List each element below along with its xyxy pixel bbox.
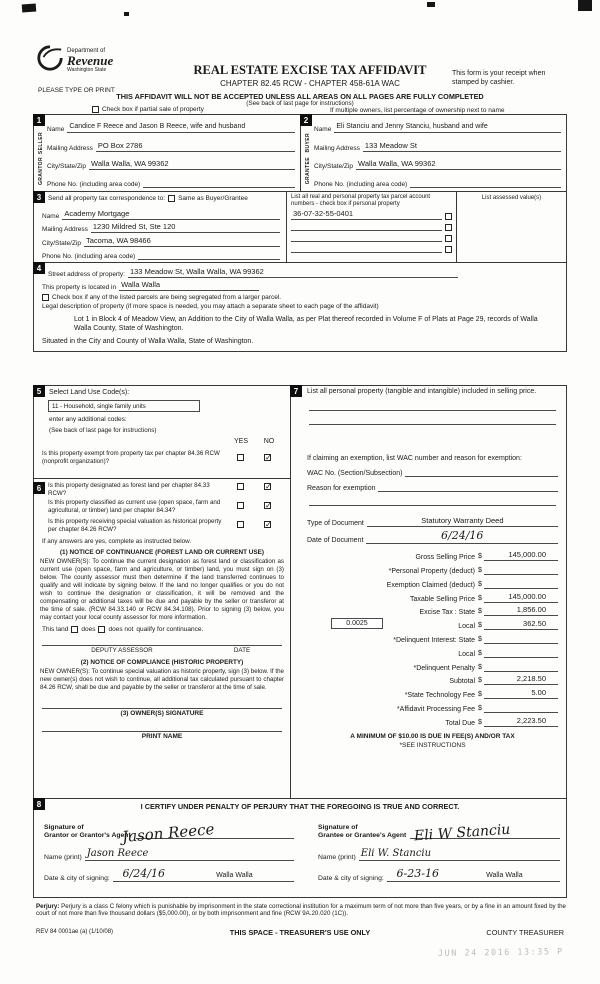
exempt-yes-checkbox[interactable] bbox=[237, 454, 244, 461]
section-number-6: 6 bbox=[33, 482, 45, 494]
doc-type-label: Type of Document bbox=[307, 519, 364, 527]
money-row-delinq-interest-state bbox=[307, 630, 558, 644]
corr-phone-label: Phone No. (including area code) bbox=[42, 253, 136, 260]
dollar-sign: $ bbox=[478, 594, 482, 602]
section-number-5: 5 bbox=[33, 385, 45, 397]
grantor-city-value[interactable]: Walla Walla bbox=[175, 871, 294, 882]
land-use-section bbox=[34, 386, 290, 479]
section-number-4: 4 bbox=[33, 262, 45, 274]
money-label: Total Due bbox=[445, 719, 475, 727]
parcel-number-4[interactable] bbox=[291, 251, 442, 253]
seller-name-value[interactable]: Candice F Reece and Jason B Reece, wife and husband bbox=[67, 122, 295, 133]
revenue-logo bbox=[36, 44, 113, 77]
corr-name-value[interactable]: Academy Mortgage bbox=[62, 209, 280, 220]
yes-column-header: YES bbox=[233, 438, 248, 445]
wac-label: WAC No. (Section/Subsection) bbox=[307, 469, 403, 477]
reason-label: Reason for exemption bbox=[307, 484, 376, 492]
dollar-sign: $ bbox=[478, 567, 482, 575]
parcel-personal-checkbox-4[interactable] bbox=[445, 246, 452, 253]
state-technology-fee-value[interactable]: 5.00 bbox=[484, 688, 558, 699]
corr-csz-label: City/State/Zip bbox=[42, 239, 82, 247]
grantor-date-value[interactable]: 6/24/16 bbox=[113, 868, 175, 882]
assessed-value-column bbox=[456, 192, 566, 262]
seller-buyer-box bbox=[33, 114, 567, 192]
perjury-text: Perjury is a class C felony which is punishable by imprisonment in the state correctional institution for a maximum term of not more than five years, or by a fine in an amount fixed by the court of not more than five thousand dollars ($5,000.00), or by both imprisonment and fine (RCW 9A.20.020 (1C)). bbox=[36, 903, 566, 918]
money-label: *Personal Property (deduct) bbox=[388, 568, 475, 576]
historic-no-checkbox[interactable]: ✓ bbox=[265, 520, 272, 530]
section-number-3: 3 bbox=[33, 191, 45, 203]
parcel-rows bbox=[287, 208, 456, 253]
money-table bbox=[307, 548, 558, 727]
money-row-excise-state bbox=[307, 603, 558, 617]
dollar-sign: $ bbox=[478, 718, 482, 726]
seller-fields bbox=[47, 116, 295, 189]
owners-signature-block bbox=[42, 708, 282, 717]
gross-selling-price-value[interactable]: 145,000.00 bbox=[484, 550, 558, 561]
money-label: *Delinquent Penalty bbox=[413, 664, 475, 672]
notice-continuance-title: (1) NOTICE OF CONTINUANCE (FOREST LAND OR CURRENT USE) bbox=[59, 549, 265, 557]
see-instructions-note: *SEE INSTRUCTIONS bbox=[399, 741, 466, 749]
logo-state-text: Washington State bbox=[67, 67, 107, 73]
dollar-sign: $ bbox=[478, 553, 482, 561]
partial-sale-row bbox=[92, 106, 204, 113]
grantor-name-print-value[interactable]: Jason Reece bbox=[85, 848, 294, 861]
send-correspondence-row bbox=[48, 195, 248, 202]
receipt-note: This form is your receipt when stamped by cashier. bbox=[452, 70, 546, 86]
perjury-label: Perjury: bbox=[36, 903, 60, 910]
same-as-buyer-checkbox[interactable] bbox=[168, 195, 175, 202]
form-chapter: CHAPTER 82.45 RCW - CHAPTER 458-61A WAC bbox=[220, 79, 400, 88]
seller-phone-value[interactable] bbox=[143, 186, 295, 188]
form-title: REAL ESTATE EXCISE TAX AFFIDAVIT bbox=[193, 63, 427, 77]
does-not-label: does not bbox=[108, 626, 134, 634]
seller-section bbox=[34, 115, 301, 191]
section-number-1: 1 bbox=[33, 114, 45, 126]
seller-word: SELLER bbox=[37, 131, 44, 154]
treasurer-space-label: THIS SPACE - TREASURER'S USE ONLY bbox=[229, 928, 371, 937]
buyer-section bbox=[301, 115, 566, 191]
money-label: Local bbox=[458, 650, 475, 658]
signature-of-label: Signature of bbox=[44, 824, 84, 831]
correspondence-fields bbox=[42, 206, 280, 260]
this-land-label: This land bbox=[42, 626, 69, 634]
revenue-swoosh-icon bbox=[36, 44, 64, 77]
forest-no-checkbox[interactable]: ✓ bbox=[265, 482, 272, 491]
notice-compliance-title: (2) NOTICE OF COMPLIANCE (HISTORIC PROPERTY) bbox=[80, 659, 244, 667]
buyer-name-label: Name bbox=[314, 126, 332, 134]
multiple-owners-note: If multiple owners, list percentage of ownership next to name bbox=[330, 107, 505, 114]
parcel-personal-checkbox-3[interactable] bbox=[445, 235, 452, 242]
subtotal-value[interactable]: 2,218.50 bbox=[484, 674, 558, 685]
money-label: *State Technology Fee bbox=[404, 692, 475, 700]
tax-computation-column bbox=[291, 386, 566, 798]
grantor-signature-value[interactable]: Jason Reece bbox=[121, 820, 216, 846]
money-label: Exemption Claimed (deduct) bbox=[386, 581, 475, 589]
money-row-tech-fee bbox=[307, 685, 558, 699]
historic-question-text: Is this property receiving special valuation as historical property per chapter 84.26 RCW? bbox=[48, 518, 222, 533]
deputy-date-label: DATE bbox=[233, 647, 251, 655]
money-row-delinq-penalty bbox=[307, 658, 558, 672]
corr-csz-value[interactable]: Tacoma, WA 98466 bbox=[84, 236, 280, 247]
parcel-header: List all real and personal property tax parcel account numbers - check box if personal property bbox=[291, 194, 431, 207]
does-label: does bbox=[81, 626, 96, 634]
if-yes-note: If any answers are yes, complete as instructed below. bbox=[42, 538, 192, 546]
dollar-sign: $ bbox=[478, 608, 482, 616]
land-qualify-row bbox=[42, 626, 290, 633]
situated-text: Situated in the City and County of Walla Walla, State of Washington. bbox=[42, 337, 254, 345]
doc-date-value[interactable]: 6/24/16 bbox=[366, 530, 558, 544]
seller-name-label: Name bbox=[47, 126, 65, 134]
seller-address-label: Mailing Address bbox=[47, 144, 93, 152]
grantor-date-label: Date & city of signing: bbox=[44, 875, 110, 882]
money-label: Subtotal bbox=[449, 678, 475, 686]
assessed-value-header: List assessed value(s) bbox=[481, 195, 542, 201]
located-in-label: This property is located in bbox=[42, 284, 117, 291]
continuance-section bbox=[34, 482, 290, 740]
section-number-2: 2 bbox=[300, 114, 312, 126]
dollar-sign: $ bbox=[478, 636, 482, 644]
dollar-sign: $ bbox=[478, 677, 482, 685]
additional-codes-label: enter any additional codes: bbox=[49, 416, 127, 423]
current-use-question-text: Is this property classified as current use (open space, farm and agricultural, or timber) land per chapter 84.34? bbox=[48, 499, 221, 514]
doc-type-value[interactable]: Statutory Warranty Deed bbox=[367, 516, 558, 527]
notice-continuance-body: NEW OWNER(S): To continue the current designation as forest land or classification as current use (open space, farm and agriculture, or timber) land, you must sign on (3) below. The county assessor must then determine if the land transferred continues to qualify and will indicate by signing below. If the land no longer qualifies or you do not wish to continue the designation or classification, it will be removed and the compensating or additional taxes will be due and payable by the seller or transferor at the time of sale. (RCW 84.33.140 or RCW 84.34.108). Prior to signing (3) below, you may contact your local county assessor for more information. bbox=[40, 558, 284, 622]
money-row-gross bbox=[307, 548, 558, 562]
historic-question bbox=[48, 518, 272, 535]
parcel-personal-checkbox-1[interactable] bbox=[445, 213, 452, 220]
buyer-word: BUYER bbox=[304, 132, 311, 153]
money-row-delinq-interest-local bbox=[307, 644, 558, 658]
reason-value[interactable] bbox=[378, 490, 558, 492]
money-label: *Affidavit Processing Fee bbox=[396, 706, 475, 714]
buyer-fields bbox=[314, 116, 561, 189]
same-as-buyer-label: Same as Buyer/Grantee bbox=[178, 195, 248, 202]
property-address-box bbox=[33, 262, 567, 352]
owners-signature-label: (3) OWNER(S) SIGNATURE bbox=[120, 710, 204, 718]
land-use-tax-box bbox=[33, 385, 567, 799]
exempt-no-checkbox[interactable]: ✓ bbox=[265, 453, 272, 462]
current-use-yes-checkbox[interactable] bbox=[237, 502, 244, 509]
forest-land-question bbox=[48, 482, 272, 497]
reason-extra-line[interactable] bbox=[309, 492, 556, 506]
logo-dept-text: Department of bbox=[67, 48, 106, 54]
excise-local-value[interactable]: 362.50 bbox=[484, 619, 558, 630]
deputy-assessor-label: DEPUTY ASSESSOR bbox=[91, 647, 153, 655]
print-name-label: PRINT NAME bbox=[141, 733, 183, 741]
parcel-personal-checkbox-2[interactable] bbox=[445, 224, 452, 231]
grantee-signature-block bbox=[318, 816, 560, 882]
legal-description-label: Legal description of property (if more space is needed, you may attach a separate sheet to each page of the affidavit) bbox=[42, 303, 379, 310]
land-use-code-field[interactable]: 11 - Household, single family units bbox=[48, 400, 200, 412]
located-in-value[interactable]: Walla Walla bbox=[119, 280, 259, 291]
send-correspondence-label: Send all property tax correspondence to: bbox=[48, 195, 166, 202]
please-type-note: PLEASE TYPE OR PRINT bbox=[38, 87, 115, 94]
partial-sale-label: Check box if partial sale of property bbox=[102, 106, 204, 113]
personal-property-label: List all personal property (tangible and intangible) included in selling price. bbox=[307, 388, 537, 395]
corr-phone-value[interactable] bbox=[138, 258, 280, 260]
grantee-word: GRANTEE bbox=[304, 156, 311, 185]
money-row-subtotal bbox=[307, 672, 558, 686]
seller-address-value[interactable]: PO Box 2786 bbox=[96, 141, 295, 152]
buyer-address-label: Mailing Address bbox=[314, 144, 360, 152]
dollar-sign: $ bbox=[478, 622, 482, 630]
deputy-assessor-block bbox=[42, 645, 282, 654]
money-row-excise-local bbox=[307, 616, 558, 630]
grantee-city-value[interactable]: Walla Walla bbox=[449, 871, 560, 882]
buyer-phone-value[interactable] bbox=[410, 186, 561, 188]
see-back-note: (See back of last page for instructions) bbox=[246, 100, 354, 107]
scan-artifact bbox=[427, 2, 435, 7]
land-use-title: Select Land Use Code(s): bbox=[49, 389, 130, 396]
minimum-due-note: A MINIMUM OF $10.00 IS DUE IN FEE(S) AND/OR TAX bbox=[350, 732, 515, 740]
grantee-name-print-label: Name (print) bbox=[318, 854, 356, 861]
print-name-block bbox=[42, 731, 282, 740]
dollar-sign: $ bbox=[478, 691, 482, 699]
taxable-selling-price-value[interactable]: 145,000.00 bbox=[484, 592, 558, 603]
partial-sale-checkbox[interactable] bbox=[92, 106, 99, 113]
completion-warning: THIS AFFIDAVIT WILL NOT BE ACCEPTED UNLESS ALL AREAS ON ALL PAGES ARE FULLY COMPLETED bbox=[116, 92, 484, 101]
money-label: *Delinquent Interest: State bbox=[393, 637, 475, 645]
grantor-word: GRANTOR bbox=[37, 157, 44, 186]
corr-name-label: Name bbox=[42, 212, 60, 220]
current-use-question bbox=[48, 499, 272, 516]
exempt-question: Is this property exempt from property tax per chapter 84.36 RCW (nonprofit organization)? bbox=[42, 450, 220, 465]
historic-yes-checkbox[interactable] bbox=[237, 521, 244, 528]
dollar-sign: $ bbox=[478, 580, 482, 588]
segregated-checkbox[interactable] bbox=[42, 294, 49, 301]
treasurer-stamp: JUN 24 2016 13:35 P bbox=[437, 947, 564, 959]
parcel-column bbox=[286, 192, 456, 262]
section-number-8: 8 bbox=[33, 798, 45, 810]
grantee-date-label: Date & city of signing: bbox=[318, 875, 384, 882]
scan-artifact bbox=[578, 0, 592, 11]
seller-side-label bbox=[34, 128, 47, 189]
buyer-csz-label: City/State/Zip bbox=[314, 162, 354, 170]
certification-box bbox=[33, 798, 567, 898]
corr-address-value[interactable]: 1230 Mildred St, Ste 120 bbox=[91, 222, 280, 233]
grantee-date-value[interactable]: 6-23-16 bbox=[387, 868, 449, 882]
correspondence-column bbox=[34, 192, 286, 262]
doc-date-label: Date of Document bbox=[307, 536, 364, 544]
land-use-column bbox=[34, 386, 291, 798]
personal-property-line-2[interactable] bbox=[309, 411, 556, 425]
scan-artifact bbox=[22, 4, 37, 13]
segregated-label: Check box if any of the listed parcels are being segregated from a larger parcel. bbox=[52, 293, 282, 301]
see-back-label: (See back of last page for instructions) bbox=[49, 427, 157, 434]
excise-state-value[interactable]: 1,856.00 bbox=[484, 605, 558, 616]
personal-property-line-1[interactable] bbox=[309, 397, 556, 411]
corr-address-label: Mailing Address bbox=[42, 226, 88, 233]
money-row-personal bbox=[307, 561, 558, 575]
notice-compliance-body: NEW OWNER(S): To continue special valuation as historic property, sign (3) below. If the new owner(s) does not wish to continue, all additional tax calculated pursuant to chapter 84.26 RCW, shall be due and payable by the seller or transferor at the time of sale. bbox=[40, 668, 284, 692]
money-row-taxable bbox=[307, 589, 558, 603]
buyer-phone-label: Phone No. (including area code) bbox=[314, 181, 408, 188]
does-not-checkbox[interactable] bbox=[98, 626, 105, 633]
signature-of-label: Signature of bbox=[318, 824, 358, 831]
grantor-name-print-label: Name (print) bbox=[44, 854, 82, 861]
certify-statement: I CERTIFY UNDER PENALTY OF PERJURY THAT THE FOREGOING IS TRUE AND CORRECT. bbox=[140, 802, 460, 811]
grantee-name-print-value[interactable]: Eli W. Stanciu bbox=[359, 848, 560, 861]
total-due-value[interactable]: 2,223.50 bbox=[484, 716, 558, 727]
buyer-address-value[interactable]: 133 Meadow St bbox=[363, 141, 561, 152]
seller-csz-value[interactable]: Walla Walla, WA 99362 bbox=[89, 159, 295, 170]
tax-correspondence-box bbox=[33, 191, 567, 263]
money-row-affidavit-fee bbox=[307, 699, 558, 713]
scan-artifact bbox=[124, 12, 129, 16]
forest-land-question-text: Is this property designated as forest land per chapter 84.33 RCW? bbox=[48, 482, 210, 497]
current-use-no-checkbox[interactable]: ✓ bbox=[265, 501, 272, 511]
parcel-number-1[interactable]: 36-07-32-55-0401 bbox=[291, 209, 442, 220]
money-label: Gross Selling Price bbox=[415, 554, 475, 562]
grantee-signature-value[interactable]: Eli W Stanciu bbox=[413, 821, 511, 845]
perjury-statement bbox=[36, 903, 566, 918]
buyer-side-label bbox=[301, 128, 314, 189]
seller-csz-label: City/State/Zip bbox=[47, 162, 87, 170]
dollar-sign: $ bbox=[478, 705, 482, 713]
street-address-value[interactable]: 133 Meadow St, Walla Walla, WA 99362 bbox=[128, 267, 458, 278]
dollar-sign: $ bbox=[478, 649, 482, 657]
grantee-agent-label: Grantee or Grantee's Agent bbox=[318, 832, 407, 839]
grantee-signature-label bbox=[318, 824, 410, 840]
form-revision-number: REV 84 0001ae (a) (1/10/08) bbox=[36, 929, 114, 935]
money-row-total bbox=[307, 713, 558, 727]
county-treasurer-label: COUNTY TREASURER bbox=[486, 928, 564, 937]
grantor-agent-label: Grantor or Grantor's Agent bbox=[44, 832, 131, 839]
money-label: Local bbox=[458, 623, 475, 631]
exemption-note: If claiming an exemption, list WAC number and reason for exemption: bbox=[307, 454, 522, 462]
seller-phone-label: Phone No. (including area code) bbox=[47, 181, 141, 188]
local-rate-box[interactable]: 0.0025 bbox=[331, 618, 383, 629]
wac-value[interactable] bbox=[405, 475, 558, 477]
forest-yes-checkbox[interactable] bbox=[237, 483, 244, 490]
money-label: Excise Tax : State bbox=[419, 609, 475, 617]
dollar-sign: $ bbox=[478, 663, 482, 671]
logo-revenue-text: Revenue bbox=[67, 53, 114, 68]
legal-description-text: Lot 1 in Block 4 of Meadow View, an Addition to the City of Walla Walla, as per Plat thereof recorded in Volume F of Plats at Page 29, records of Walla Walla County, State of Washington. bbox=[74, 316, 538, 332]
buyer-csz-value[interactable]: Walla Walla, WA 99362 bbox=[356, 159, 561, 170]
qualify-label: qualify for continuance. bbox=[136, 626, 204, 634]
section-number-7: 7 bbox=[290, 385, 302, 397]
does-checkbox[interactable] bbox=[71, 626, 78, 633]
segregated-row bbox=[42, 291, 558, 303]
money-row-exemption bbox=[307, 575, 558, 589]
buyer-name-value[interactable]: Eli Stanciu and Jenny Stanciu, husband and wife bbox=[334, 122, 561, 133]
street-address-label: Street address of property: bbox=[48, 271, 125, 278]
money-label: Taxable Selling Price bbox=[410, 595, 475, 603]
no-column-header: NO bbox=[263, 438, 275, 445]
grantor-signature-block bbox=[44, 816, 294, 882]
